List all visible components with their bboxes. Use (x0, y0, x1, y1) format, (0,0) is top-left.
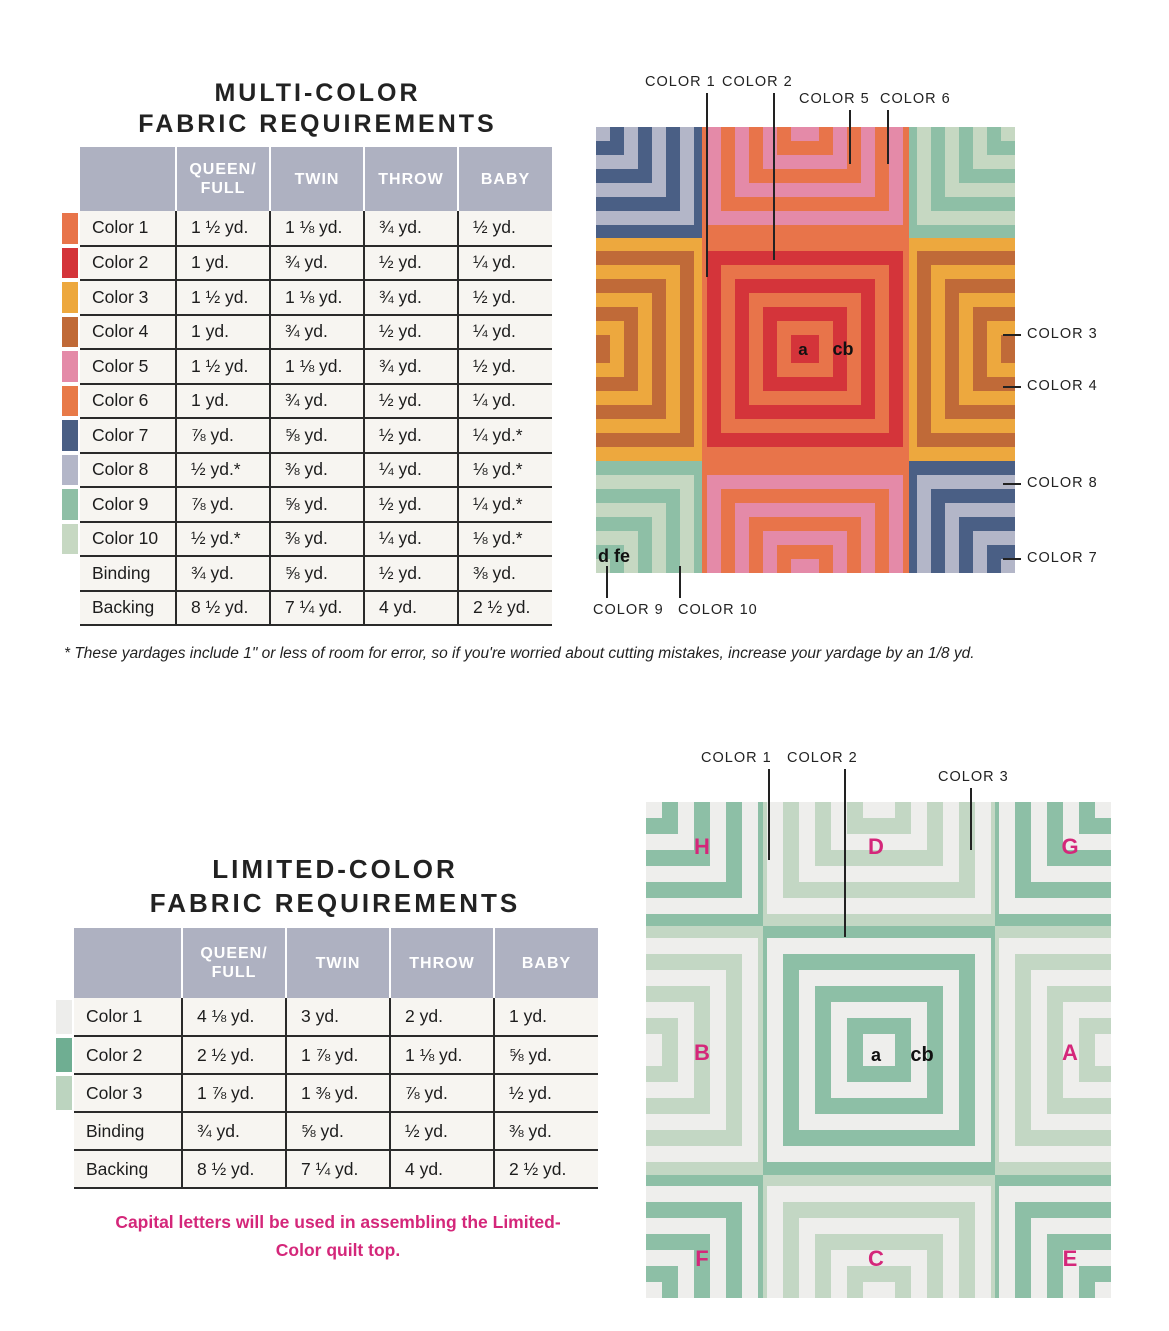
table-row (56, 1112, 598, 1150)
table-row (62, 556, 552, 591)
quilt-block (903, 461, 1015, 573)
block-letter-g: G (1061, 834, 1079, 859)
quilt-block (903, 237, 1015, 461)
row-label: Color 10 (80, 522, 176, 557)
yardage-twin: ⅜ yd. (270, 453, 364, 488)
label-color-4: COLOR 4 (1027, 378, 1098, 394)
quilt-block (751, 1170, 1007, 1298)
table-row (56, 1074, 598, 1112)
yardage-throw: ¼ yd. (364, 453, 458, 488)
block-letter-f: F (695, 1246, 709, 1271)
table-row (62, 349, 552, 384)
center-letter-a: a (798, 340, 808, 359)
leader-line (970, 788, 972, 850)
leader-line (773, 93, 775, 260)
leader-line (606, 566, 608, 598)
yardage-throw: 1 ⅛ yd. (390, 1036, 494, 1074)
yardage-throw: ½ yd. (364, 246, 458, 281)
color-swatch (62, 248, 78, 279)
yardage-twin: 3 yd. (286, 998, 390, 1036)
row-label: Backing (74, 1150, 182, 1188)
yardage-note: * These yardages include 1" or less of room for error, so if you're worried about cutting mistakes, increase your yardage by an 1/8 yd. (64, 645, 975, 662)
yardage-queen: ¾ yd. (182, 1112, 286, 1150)
label-color-10: COLOR 10 (678, 602, 758, 618)
yardage-baby: ⅛ yd.* (458, 453, 552, 488)
color-swatch (56, 1152, 72, 1186)
quilt-band (646, 1034, 662, 1066)
quilt-block (646, 802, 774, 930)
leader-line (1003, 334, 1021, 336)
yardage-baby: ¼ yd. (458, 315, 552, 350)
yardage-throw: 2 yd. (390, 998, 494, 1036)
yardage-queen: 1 yd. (176, 246, 270, 281)
label-color-5: COLOR 5 (799, 91, 870, 107)
label-color-2: COLOR 2 (787, 750, 858, 766)
yardage-baby: ¼ yd.* (458, 487, 552, 522)
table-row (62, 246, 552, 281)
yardage-throw: ⅞ yd. (390, 1074, 494, 1112)
multi-title-line2: FABRIC REQUIREMENTS (138, 110, 497, 138)
label-color-1: COLOR 1 (701, 750, 772, 766)
header-throw: THROW (364, 147, 458, 211)
table-row (62, 211, 552, 246)
leader-line (706, 93, 708, 277)
yardage-queen: ⅞ yd. (176, 418, 270, 453)
multi-title-line1: MULTI-COLOR (214, 79, 421, 107)
table-row (62, 487, 552, 522)
row-label: Color 4 (80, 315, 176, 350)
row-label: Color 1 (74, 998, 182, 1036)
table-row (62, 591, 552, 626)
color-swatch (62, 213, 78, 244)
multi-table-body (62, 211, 552, 625)
header-blank (74, 928, 182, 998)
color-swatch (62, 420, 78, 451)
yardage-queen: 8 ½ yd. (182, 1150, 286, 1188)
yardage-throw: ¾ yd. (364, 211, 458, 246)
row-label: Color 7 (80, 418, 176, 453)
multi-title (120, 78, 515, 140)
color-swatch (62, 524, 78, 555)
quilt-block (596, 237, 708, 461)
label-color-9: COLOR 9 (593, 602, 664, 618)
yardage-twin: ¾ yd. (270, 384, 364, 419)
yardage-twin: ⅝ yd. (270, 418, 364, 453)
limited-title-line1: LIMITED-COLOR (212, 854, 458, 884)
leader-line (1003, 483, 1021, 485)
table-row (62, 418, 552, 453)
block-letter-h: H (694, 834, 710, 859)
table-row (56, 1150, 598, 1188)
limited-color-table (56, 928, 598, 1189)
block-letter-e: E (1062, 1246, 1078, 1271)
color-swatch (62, 351, 78, 382)
row-label: Binding (74, 1112, 182, 1150)
yardage-throw: 4 yd. (364, 591, 458, 626)
table-row (62, 315, 552, 350)
yardage-throw: ¾ yd. (364, 280, 458, 315)
leader-line (679, 566, 681, 598)
center-letters-cb: cb (832, 339, 854, 359)
leader-line (1003, 558, 1021, 560)
yardage-queen: ½ yd.* (176, 453, 270, 488)
multi-color-quilt-diagram (596, 127, 1015, 573)
yardage-twin: 1 ⅞ yd. (286, 1036, 390, 1074)
quilt-block (693, 461, 917, 573)
quilt-band (1001, 559, 1015, 573)
header-twin: TWIN (270, 147, 364, 211)
yardage-twin: 1 ⅜ yd. (286, 1074, 390, 1112)
yardage-baby: ¼ yd. (458, 384, 552, 419)
yardage-queen: ½ yd.* (176, 522, 270, 557)
corner-letters-dfe: d fe (598, 546, 631, 566)
yardage-queen: 8 ½ yd. (176, 591, 270, 626)
multi-color-table (62, 147, 552, 626)
label-color-1: COLOR 1 (645, 74, 716, 90)
quilt-block (751, 802, 1007, 930)
quilt-block (903, 127, 1015, 239)
yardage-baby: 2 ½ yd. (494, 1150, 598, 1188)
yardage-throw: ½ yd. (364, 418, 458, 453)
yardage-queen: 1 ½ yd. (176, 349, 270, 384)
table-row (56, 1036, 598, 1074)
block-letter-a: A (1062, 1040, 1078, 1065)
table-row (62, 280, 552, 315)
block-letter-d: D (868, 834, 884, 859)
yardage-twin: 1 ⅛ yd. (270, 211, 364, 246)
color-swatch (62, 593, 78, 624)
label-color-2: COLOR 2 (722, 74, 793, 90)
yardage-twin: 1 ⅛ yd. (270, 349, 364, 384)
color-swatch (62, 489, 78, 520)
row-label: Color 5 (80, 349, 176, 384)
yardage-twin: ¾ yd. (270, 246, 364, 281)
color-swatch (62, 317, 78, 348)
yardage-baby: 2 ½ yd. (458, 591, 552, 626)
yardage-throw: ¾ yd. (364, 349, 458, 384)
quilt-band (791, 559, 819, 573)
quilt-block (596, 127, 708, 239)
row-label: Color 8 (80, 453, 176, 488)
row-label: Binding (80, 556, 176, 591)
label-color-3: COLOR 3 (1027, 326, 1098, 342)
row-label: Color 2 (80, 246, 176, 281)
label-color-3: COLOR 3 (938, 769, 1009, 785)
limited-table-body (56, 998, 598, 1188)
yardage-throw: ¼ yd. (364, 522, 458, 557)
table-row (62, 384, 552, 419)
header-baby: BABY (458, 147, 552, 211)
yardage-throw: ½ yd. (364, 556, 458, 591)
label-color-7: COLOR 7 (1027, 550, 1098, 566)
yardage-throw: 4 yd. (390, 1150, 494, 1188)
header-twin: TWIN (286, 928, 390, 998)
header-queen: QUEEN/ FULL (182, 928, 286, 998)
table-row (62, 453, 552, 488)
yardage-twin: ⅝ yd. (286, 1112, 390, 1150)
center-letters-cb: cb (910, 1044, 934, 1066)
quilt-block (693, 127, 917, 239)
quilt-block (983, 802, 1111, 930)
table-row (62, 522, 552, 557)
color-swatch (62, 558, 78, 589)
label-color-6: COLOR 6 (880, 91, 951, 107)
quilt-block (646, 1170, 774, 1298)
assembly-note: Capital letters will be used in assembling the Limited-Color quilt top. (115, 1212, 561, 1260)
yardage-throw: ½ yd. (364, 315, 458, 350)
quilt-band (1001, 127, 1015, 141)
leader-line (768, 769, 770, 860)
leader-line (887, 110, 889, 164)
leader-line (849, 110, 851, 164)
yardage-queen: ¾ yd. (176, 556, 270, 591)
yardage-baby: ½ yd. (458, 349, 552, 384)
yardage-twin: 1 ⅛ yd. (270, 280, 364, 315)
yardage-queen: 1 ½ yd. (176, 280, 270, 315)
quilt-block (646, 922, 774, 1178)
yardage-twin: 7 ¼ yd. (286, 1150, 390, 1188)
yardage-queen: 1 ½ yd. (176, 211, 270, 246)
yardage-queen: 1 ⅞ yd. (182, 1074, 286, 1112)
header-queen: QUEEN/ FULL (176, 147, 270, 211)
yardage-baby: ¼ yd.* (458, 418, 552, 453)
color-swatch (56, 1076, 72, 1110)
row-label: Color 6 (80, 384, 176, 419)
leader-line (844, 769, 846, 937)
quilt-band (863, 1282, 895, 1298)
center-letter-a: a (870, 1045, 882, 1065)
yardage-queen: 4 ⅛ yd. (182, 998, 286, 1036)
quilt-block (983, 922, 1111, 1178)
yardage-queen: ⅞ yd. (176, 487, 270, 522)
color-swatch (56, 1000, 72, 1034)
color-swatch (62, 282, 78, 313)
yardage-twin: ⅝ yd. (270, 487, 364, 522)
yardage-baby: ⅜ yd. (458, 556, 552, 591)
yardage-baby: ⅝ yd. (494, 1036, 598, 1074)
color-swatch (62, 386, 78, 417)
limited-title-line2: FABRIC REQUIREMENTS (149, 888, 521, 918)
leader-line (1003, 386, 1021, 388)
color-swatch (62, 455, 78, 486)
quilt-band (863, 802, 895, 818)
yardage-baby: 1 yd. (494, 998, 598, 1036)
yardage-throw: ½ yd. (390, 1112, 494, 1150)
yardage-baby: ⅛ yd.* (458, 522, 552, 557)
quilt-band (791, 127, 819, 141)
yardage-baby: ½ yd. (458, 211, 552, 246)
limited-title (135, 852, 535, 920)
yardage-baby: ⅜ yd. (494, 1112, 598, 1150)
yardage-twin: 7 ¼ yd. (270, 591, 364, 626)
row-label: Color 2 (74, 1036, 182, 1074)
block-letter-c: C (868, 1246, 884, 1271)
yardage-queen: 1 yd. (176, 315, 270, 350)
yardage-baby: ½ yd. (494, 1074, 598, 1112)
limited-color-quilt-diagram (646, 802, 1111, 1298)
quilt-band (1095, 1282, 1111, 1298)
yardage-throw: ½ yd. (364, 487, 458, 522)
quilt-band (646, 802, 662, 818)
yardage-twin: ⅜ yd. (270, 522, 364, 557)
yardage-twin: ⅝ yd. (270, 556, 364, 591)
quilt-block (983, 1170, 1111, 1298)
row-label: Backing (80, 591, 176, 626)
yardage-baby: ½ yd. (458, 280, 552, 315)
row-label: Color 1 (80, 211, 176, 246)
table-row (56, 998, 598, 1036)
header-baby: BABY (494, 928, 598, 998)
quilt-band (1095, 1034, 1111, 1066)
quilt-band (1001, 335, 1015, 363)
header-throw: THROW (390, 928, 494, 998)
quilt-band (1095, 802, 1111, 818)
yardage-queen: 1 yd. (176, 384, 270, 419)
color-swatch (56, 1038, 72, 1072)
quilt-band (646, 1282, 662, 1298)
yardage-throw: ½ yd. (364, 384, 458, 419)
color-swatch (56, 1114, 72, 1148)
header-blank (80, 147, 176, 211)
yardage-baby: ¼ yd. (458, 246, 552, 281)
yardage-twin: ¾ yd. (270, 315, 364, 350)
block-letter-b: B (694, 1040, 710, 1065)
row-label: Color 9 (80, 487, 176, 522)
row-label: Color 3 (80, 280, 176, 315)
quilt-band (596, 335, 610, 363)
row-label: Color 3 (74, 1074, 182, 1112)
label-color-8: COLOR 8 (1027, 475, 1098, 491)
quilt-band (596, 127, 610, 141)
yardage-queen: 2 ½ yd. (182, 1036, 286, 1074)
